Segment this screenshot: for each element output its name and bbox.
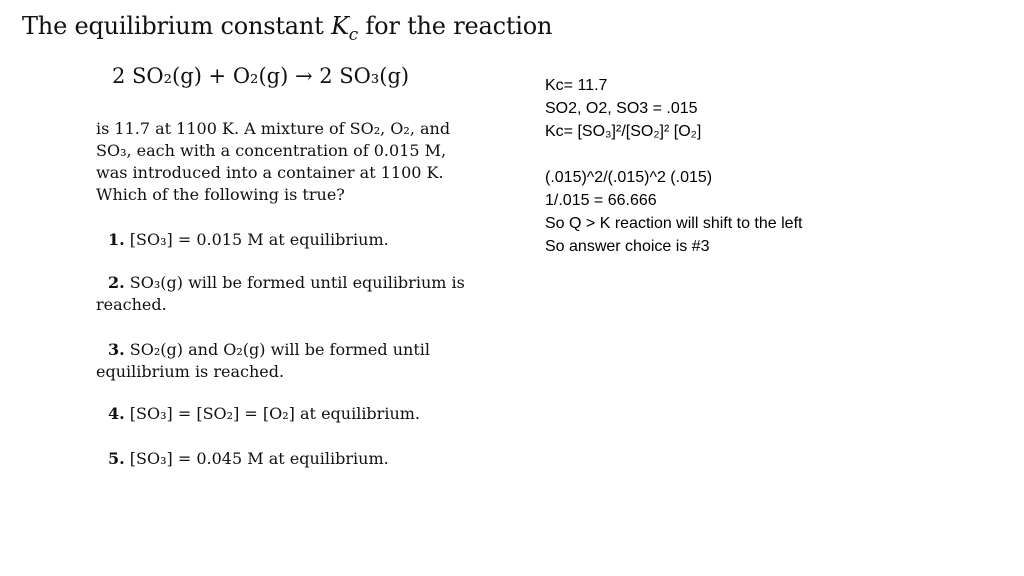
- choice-number: 4.: [108, 404, 125, 423]
- answer-choice-5: [96, 448, 476, 470]
- answer-choice-1: [96, 229, 476, 251]
- note-line-answer: So answer choice is #3: [545, 238, 710, 255]
- answer-choice-2: [96, 272, 476, 316]
- solution-notes: [545, 74, 802, 258]
- note-line-substitution: (.015)^2/(.015)^2 (.015): [545, 169, 713, 186]
- choice-number: 1.: [108, 230, 125, 249]
- note-spacer: [545, 143, 802, 166]
- question-title: [22, 12, 553, 44]
- note-line-concentrations: SO2, O2, SO3 = .015: [545, 100, 698, 117]
- title-suffix: for the reaction: [358, 12, 553, 40]
- choice-number: 5.: [108, 449, 125, 468]
- choice-text: [SO₃] = [SO₂] = [O₂] at equilibrium.: [129, 404, 420, 423]
- choice-text: SO₂(g) and O₂(g) will be formed until equilibrium is reached.: [96, 340, 430, 381]
- choice-text: SO₃(g) will be formed until equilibrium is reached.: [96, 273, 465, 314]
- choice-text: [SO₃] = 0.045 M at equilibrium.: [129, 449, 389, 468]
- note-line-kc-expression: Kc= [SO₃]²/[SO₂]² [O₂]: [545, 123, 702, 140]
- note-line-q-value: 1/.015 = 66.666: [545, 192, 657, 209]
- title-kc-symbol: $K_c$: [331, 12, 358, 44]
- choice-number: 3.: [108, 340, 125, 359]
- note-line-shift: So Q > K reaction will shift to the left: [545, 215, 803, 232]
- note-line-kc-value: Kc= 11.7: [545, 77, 608, 94]
- answer-choice-3: [96, 339, 476, 383]
- title-prefix: The equilibrium constant: [22, 12, 332, 40]
- question-paragraph: is 11.7 at 1100 K. A mixture of SO₂, O₂, and SO₃, each with a concentration of 0.015 M, was introduced into a container at 1100 K. Which of the following is true?: [96, 119, 451, 204]
- answer-choice-4: [96, 403, 476, 425]
- choice-text: [SO₃] = 0.015 M at equilibrium.: [129, 230, 389, 249]
- choice-number: 2.: [108, 273, 125, 292]
- reaction-equation: 2 SO₂(g) + O₂(g) → 2 SO₃(g): [112, 64, 410, 88]
